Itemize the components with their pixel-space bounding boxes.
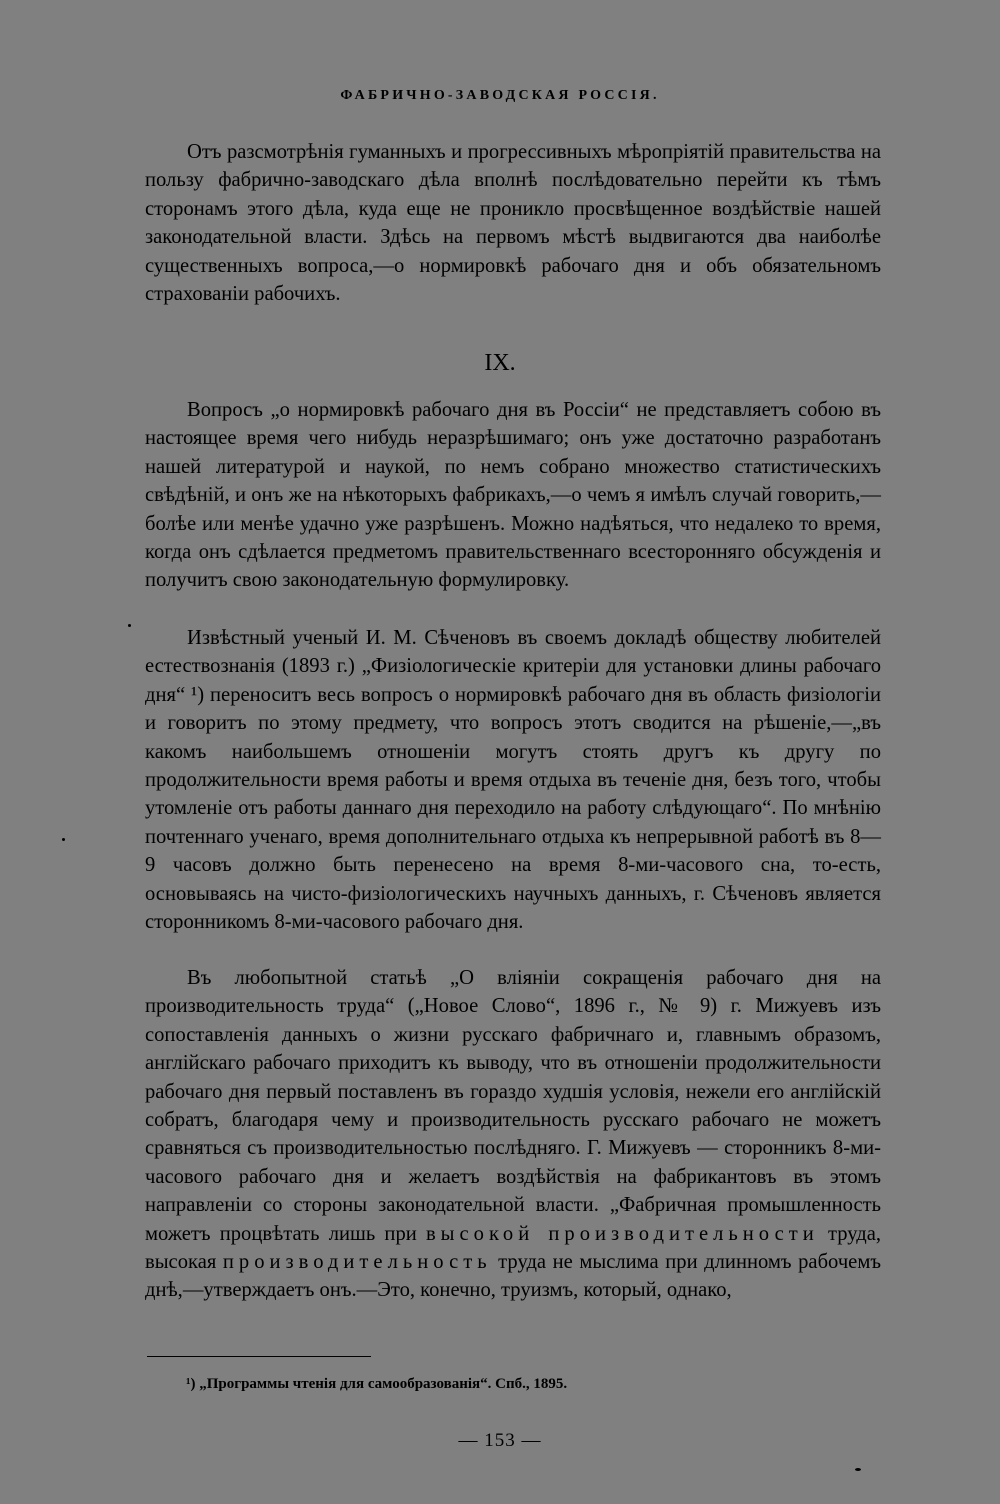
paragraph-1: Вопросъ „о нормировкѣ рабочаго дня въ Россіи“ не представляетъ собою въ настоящее время чего нибудь неразрѣшимаго; онъ уже достаточно разработанъ нашей литературой и наукой, по немъ собрано множество статистическихъ свѣдѣній, и онъ же на нѣкоторыхъ фабрикахъ,—о чемъ я имѣлъ случай говорить,—болѣе или менѣе удачно уже разрѣшенъ. Можно надѣяться, что недалеко то время, когда онъ сдѣлается предметомъ правительственнаго всесторонняго обсужденія и получитъ свою законодательную формулировку. bbox=[145, 399, 881, 592]
intro-paragraph: Отъ разсмотрѣнія гуманныхъ и прогрессивныхъ мѣропріятій правительства на пользу фабрично-заводскаго дѣла вполнѣ послѣдовательно перейти къ тѣмъ сторонамъ этого дѣла, куда еще не проникло просвѣщенное воздѣйствіе нашей законодательной власти. Здѣсь на первомъ мѣстѣ выдвигаются два наиболѣе существенныхъ вопроса,—о нормировкѣ рабочаго дня и объ обязательномъ страхованіи рабочихъ. bbox=[145, 141, 881, 306]
paragraph-3-text-b: труда, высокая bbox=[145, 1222, 881, 1274]
footnote-rule bbox=[147, 1356, 371, 1357]
paragraph-3 bbox=[145, 964, 881, 1305]
page-number: — 153 — bbox=[458, 1430, 542, 1451]
paragraph-3-text-a: Въ любопытной статьѣ „О вліяніи сокращенія рабочаго дня на производительность труда“ („Новое Слово“, 1896 г., № 9) г. Мижуевъ изъ сопоставленія данныхъ о жизни русскаго фабричнаго и, главнымъ образомъ, англійскаго рабочаго приходитъ къ выводу, что въ отношеніи продолжительности рабочаго дня первый поставленъ въ гораздо худшія условія, нежели его англійскій собратъ, благодаря чему и производительность русскаго рабочаго не можетъ сравняться съ производительностью послѣдняго. Г. Мижуевъ — сторонникъ 8-ми-часового рабочаго дня и желаетъ воздѣйствія на фабрикантовъ въ этомъ направленіи со стороны законодательной власти. „Фабричная промышленность можетъ процвѣтать лишь при bbox=[145, 967, 881, 1245]
section-number: IX. bbox=[484, 350, 516, 376]
paragraph-3-text-c: труда не мыслима при длинномъ рабочемъ днѣ,—утверждаетъ онъ.—Это, конечно, труизмъ, который, однако, bbox=[145, 1251, 881, 1302]
footnote: ¹) „Программы чтенія для самообразованія“. Спб., 1895. bbox=[186, 1376, 568, 1392]
scan-speck bbox=[128, 624, 131, 627]
scan-speck bbox=[62, 838, 65, 841]
paragraph-3-emphasis-1: высокой производительности bbox=[425, 1222, 819, 1245]
scan-speck bbox=[855, 1468, 861, 1471]
paragraph-2: Извѣстный ученый И. М. Сѣченовъ въ своемъ докладѣ обществу любителей естествознанія (1893 г.) „Физіологическіе критеріи для установки длины рабочаго дня“ ¹) переноситъ весь вопросъ о нормировкѣ рабочаго дня въ область физіологіи и говоритъ по этому предмету, что вопросъ этотъ сводится на рѣшеніе,—„въ какомъ наибольшемъ отношеніи могутъ стоять другъ къ другу по продолжительности время работы и время отдыха въ теченіе дня, безъ того, чтобы утомленіе отъ работы даннаго дня переходило на работу слѣдующаго“. По мнѣнію почтеннаго ученаго, время дополнительнаго отдыха къ непрерывной работѣ въ 8—9 часовъ должно быть перенесено на время 8-ми-часового сна, то-есть, основываясь на чисто-физіологическихъ научныхъ данныхъ, г. Сѣченовъ является сторонникомъ 8-ми-часового рабочаго дня. bbox=[145, 627, 881, 934]
running-head: ФАБРИЧНО-ЗАВОДСКАЯ РОССІЯ. bbox=[340, 88, 660, 103]
paragraph-3-emphasis-2: производительность bbox=[222, 1251, 492, 1274]
